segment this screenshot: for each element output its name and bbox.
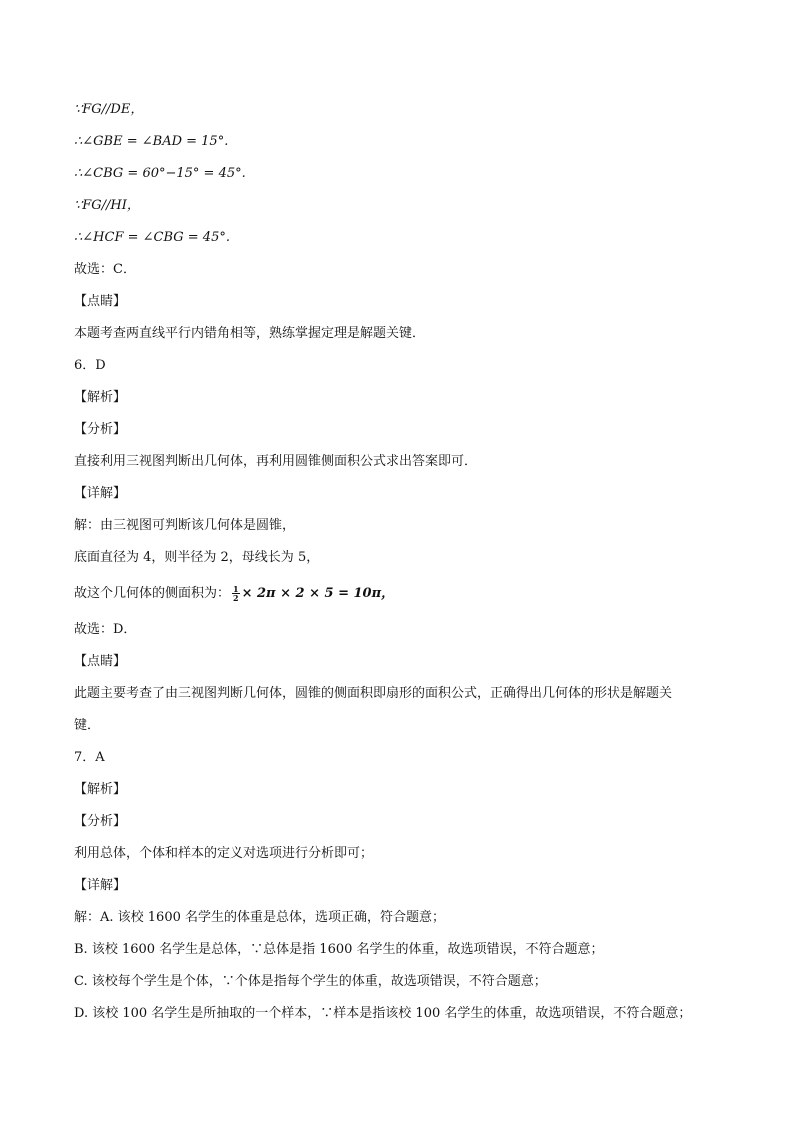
line-text: 【解析】 (74, 782, 127, 797)
fraction-denominator: 2 (233, 593, 239, 603)
line-text: ∴∠CBG = 60°−15° = 45°. (74, 166, 246, 181)
text-line (74, 420, 734, 440)
line-text: 解：由三视图可判断该几何体是圆锥， (74, 518, 296, 533)
text-line (74, 684, 734, 704)
fraction (232, 585, 240, 602)
line-text: 7．A (74, 750, 105, 765)
line-text: 【详解】 (74, 878, 127, 893)
line-text: 【点睛】 (74, 654, 127, 669)
line-text: ∴∠HCF = ∠CBG = 45°. (74, 230, 230, 245)
text-line (74, 780, 734, 800)
line-text: 利用总体，个体和样本的定义对选项进行分析即可； (74, 846, 374, 861)
line-text: 【详解】 (74, 486, 127, 501)
text-line (74, 292, 734, 312)
text-line (74, 388, 734, 408)
line-text: C. 该校每个学生是个体，∵个体是指每个学生的体重，故选项错误，不符合题意； (74, 974, 547, 989)
text-line (74, 876, 734, 896)
line-text: 解：A. 该校 1600 名学生的体重是总体，选项正确，符合题意； (74, 910, 446, 925)
line-text: B. 该校 1600 名学生是总体，∵总体是指 1600 名学生的体重，故选项错误，不符合题意； (74, 942, 604, 957)
text-line (74, 584, 734, 604)
line-text: ∵FG//HI， (74, 198, 140, 213)
line-text: ∴∠GBE = ∠BAD = 15°. (74, 134, 229, 149)
line-text: 【点睛】 (74, 294, 127, 309)
line-text: 故选：C． (74, 262, 136, 277)
line-text: 故这个几何体的侧面积为： (74, 586, 231, 601)
text-line (74, 516, 734, 536)
text-line (74, 716, 734, 736)
line-text: 6．D (74, 358, 106, 373)
text-line (74, 812, 734, 832)
text-line (74, 940, 734, 960)
text-line (74, 356, 734, 376)
text-line (74, 972, 734, 992)
line-text: 键． (74, 718, 101, 733)
text-line (74, 908, 734, 928)
line-text: 【解析】 (74, 390, 127, 405)
text-line (74, 260, 734, 280)
text-line (74, 548, 734, 568)
text-line (74, 164, 734, 184)
line-text: 本题考查两直线平行内错角相等，熟练掌握定理是解题关键． (74, 326, 426, 341)
text-line (74, 132, 734, 152)
text-line (74, 652, 734, 672)
text-line (74, 748, 734, 768)
line-text: 此题主要考查了由三视图判断几何体，圆锥的侧面积即扇形的面积公式，正确得出几何体的形状是解题关 (74, 686, 673, 701)
line-text: 底面直径为 4，则半径为 2，母线长为 5， (74, 550, 320, 565)
text-line (74, 1004, 734, 1024)
text-line (74, 228, 734, 248)
text-line (74, 196, 734, 216)
text-line (74, 100, 734, 120)
formula-tail: × 2π × 2 × 5 = 10π， (241, 586, 395, 601)
line-text: ∵FG//DE， (74, 102, 144, 117)
line-text: 【分析】 (74, 422, 127, 437)
fraction-numerator: 1 (233, 584, 239, 594)
line-text: 【分析】 (74, 814, 127, 829)
line-text: 故选：D． (74, 622, 137, 637)
line-text: 直接利用三视图判断出几何体，再利用圆锥侧面积公式求出答案即可． (74, 454, 478, 469)
text-line (74, 844, 734, 864)
text-line (74, 452, 734, 472)
line-text: D. 该校 100 名学生是所抽取的一个样本，∵样本是指该校 100 名学生的体重，故选项错误，不符合题意； (74, 1006, 692, 1021)
text-line (74, 620, 734, 640)
text-line (74, 484, 734, 504)
text-line (74, 324, 734, 344)
